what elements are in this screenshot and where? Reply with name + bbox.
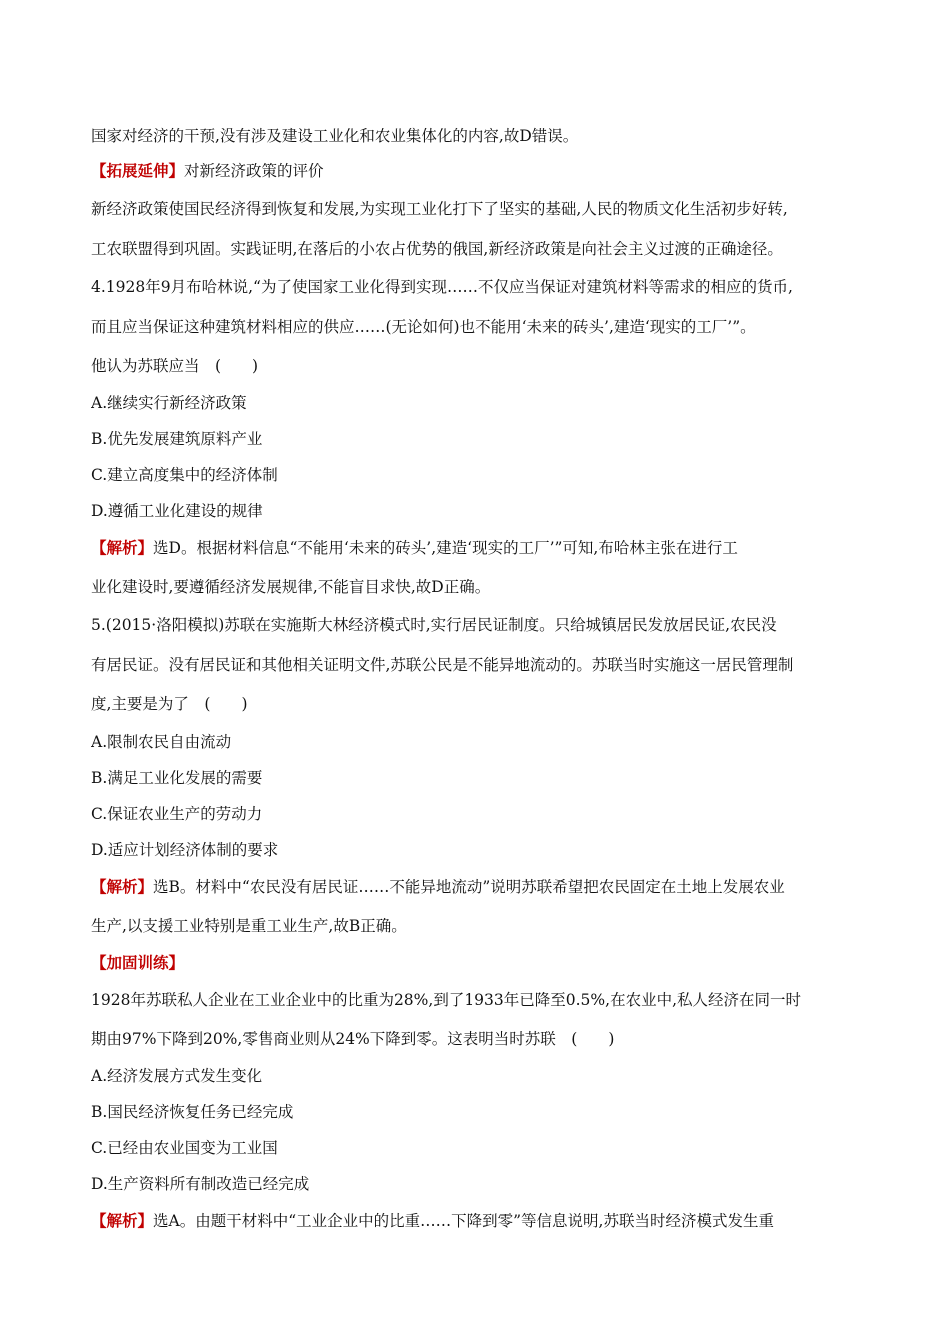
q4-analysis-text-1: 选D。根据材料信息“不能用‘未来的砖头’,建造‘现实的工厂’”可知,布哈林主张在进行工 [153, 539, 738, 557]
q4-analysis-line-2: 业化建设时,要遵循经济发展规律,不能盲目求快,故D正确。 [91, 578, 491, 596]
q4-stem-line-3: 他认为苏联应当 ( ) [91, 357, 259, 375]
q5-analysis-line-1 [91, 877, 881, 897]
q5-option-d: D.适应计划经济体制的要求 [91, 841, 279, 859]
q4-stem-line-1: 4.1928年9月布哈林说,“为了使国家工业化得到实现……不仅应当保证对建筑材料等需求的相应的货币, [91, 278, 793, 296]
reinforce-analysis-tag: 【解析】 [91, 1211, 154, 1230]
reinforce-heading [91, 953, 881, 973]
extension-tag: 【拓展延伸】 [91, 161, 185, 180]
reinforce-analysis-line-1 [91, 1211, 881, 1231]
reinforce-stem-line-2: 期由97%下降到20%,零售商业则从24%下降到零。这表明当时苏联 ( ) [91, 1030, 615, 1048]
q4-option-d: D.遵循工业化建设的规律 [91, 502, 263, 520]
q4-stem-line-2: 而且应当保证这种建筑材料相应的供应……(无论如何)也不能用‘未来的砖头’,建造‘现实的工厂’”。 [91, 318, 756, 336]
continuation-text: 国家对经济的干预,没有涉及建设工业化和农业集体化的内容,故D错误。 [91, 127, 579, 145]
reinforce-option-c: C.已经由农业国变为工业国 [91, 1139, 278, 1157]
q5-stem-line-2: 有居民证。没有居民证和其他相关证明文件,苏联公民是不能异地流动的。苏联当时实施这一居民管理制 [91, 656, 794, 674]
reinforce-option-a: A.经济发展方式发生变化 [91, 1067, 263, 1085]
q4-option-a: A.继续实行新经济政策 [91, 394, 247, 412]
extension-line-1: 新经济政策使国民经济得到恢复和发展,为实现工业化打下了坚实的基础,人民的物质文化生活初步好转, [91, 200, 788, 218]
extension-title: 对新经济政策的评价 [184, 162, 324, 180]
reinforce-tag: 【加固训练】 [91, 953, 185, 972]
reinforce-analysis-text-1: 选A。由题干材料中“工业企业中的比重……下降到零”等信息说明,苏联当时经济模式发生重 [153, 1212, 774, 1230]
q5-option-b: B.满足工业化发展的需要 [91, 769, 263, 787]
q5-analysis-text-1: 选B。材料中“农民没有居民证……不能异地流动”说明苏联希望把农民固定在土地上发展农业 [153, 878, 785, 896]
q4-option-b: B.优先发展建筑原料产业 [91, 430, 263, 448]
q4-analysis-line-1 [91, 538, 881, 558]
q4-analysis-tag: 【解析】 [91, 538, 154, 557]
reinforce-stem-line-1: 1928年苏联私人企业在工业企业中的比重为28%,到了1933年已降至0.5%,在农业中,私人经济在同一时 [91, 991, 802, 1009]
extension-line-2: 工农联盟得到巩固。实践证明,在落后的小农占优势的俄国,新经济政策是向社会主义过渡的正确途径。 [91, 240, 783, 258]
q5-stem-line-3: 度,主要是为了 ( ) [91, 695, 248, 713]
q5-analysis-line-2: 生产,以支援工业特别是重工业生产,故B正确。 [91, 917, 407, 935]
reinforce-option-b: B.国民经济恢复任务已经完成 [91, 1103, 294, 1121]
reinforce-option-d: D.生产资料所有制改造已经完成 [91, 1175, 310, 1193]
q5-stem-line-1: 5.(2015·洛阳模拟)苏联在实施斯大林经济模式时,实行居民证制度。只给城镇居民发放居民证,农民没 [91, 616, 777, 634]
q5-analysis-tag: 【解析】 [91, 877, 154, 896]
q5-option-a: A.限制农民自由流动 [91, 733, 232, 751]
q5-option-c: C.保证农业生产的劳动力 [91, 805, 263, 823]
q4-option-c: C.建立高度集中的经济体制 [91, 466, 278, 484]
extension-heading [91, 161, 881, 181]
